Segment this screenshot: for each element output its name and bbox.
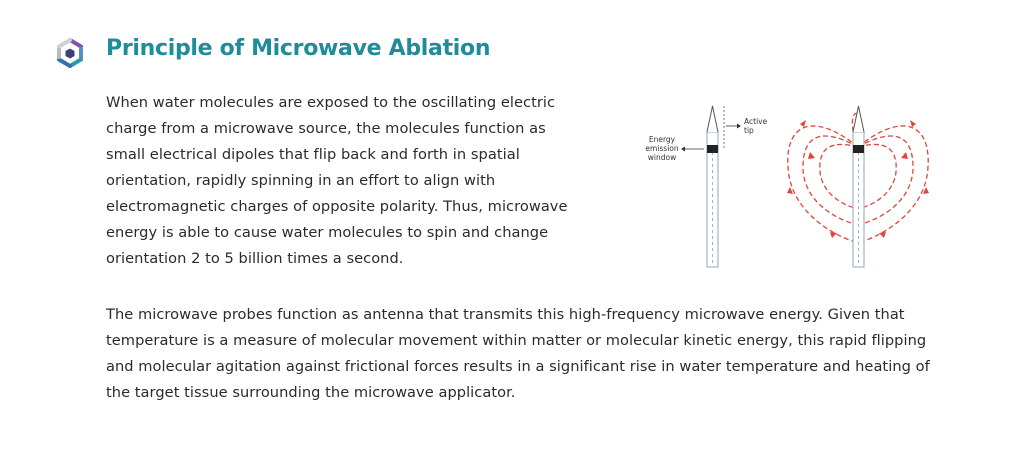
label-window: window [647, 153, 677, 162]
probe-right [853, 106, 864, 267]
hexagon-logo-icon [56, 38, 84, 68]
page-title: Principle of Microwave Ablation [106, 36, 491, 61]
label-tip: tip [744, 126, 754, 135]
paragraph-microwave-probes: The microwave probes function as antenna that transmits this high-frequency microwave energy. Given that temperature is a measure of molecular movement within matter or molecular kinetic energy, this rapid flipping and molecular agitation against frictional forces results in a significant rise in water temperature and heating of the target tissue surrounding the microwave applicator. [106, 306, 930, 401]
microwave-probe-diagram [610, 92, 940, 277]
label-emission: emission [645, 144, 679, 153]
probe-left [707, 106, 718, 267]
label-active: Active [744, 117, 768, 126]
label-energy: Energy [648, 135, 676, 144]
paragraph-water-molecules: When water molecules are exposed to the oscillating electric charge from a microwave source, the molecules function as small electrical dipoles that flip back and forth in spatial orientation, rapidly spinning in an effort to align with electromagnetic charges of opposite polarity. Thus, microwave energy is able to cause water molecules to spin and change orientation 2 to 5 billion times a second. [106, 94, 568, 267]
